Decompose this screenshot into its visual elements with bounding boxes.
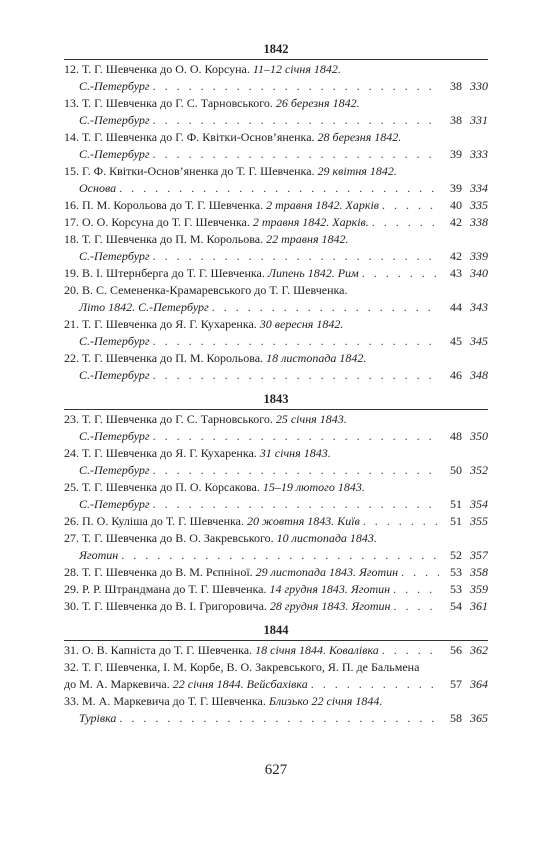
entry-date-place: С.-Петербург (79, 463, 150, 477)
entry-text (64, 265, 359, 282)
dot-leader (401, 564, 439, 581)
toc-entry[interactable] (64, 214, 488, 231)
entry-title: 12. Т. Г. Шевченка до О. О. Корсуна. (64, 62, 253, 76)
comment-page-ref: 345 (470, 334, 488, 348)
comment-page-ref: 354 (470, 497, 488, 511)
toc-entry[interactable] (64, 265, 488, 282)
page-ref: 57 (450, 677, 462, 691)
entry-text (64, 95, 360, 112)
page-ref: 51 (450, 497, 462, 511)
entry-text (79, 333, 150, 350)
toc-entry-line (64, 530, 488, 547)
toc-entry-line (64, 411, 488, 428)
entry-text (64, 581, 390, 598)
toc-entry[interactable] (64, 95, 488, 129)
entry-title: 26. П. О. Куліша до Т. Г. Шевченка. (64, 514, 248, 528)
toc-entry[interactable] (64, 231, 488, 265)
toc-entry-line (64, 163, 488, 180)
entry-date-place: Літо 1842. С.-Петербург (79, 300, 209, 314)
page-ref: 45 (450, 334, 462, 348)
page-ref: 58 (450, 711, 462, 725)
toc-entry[interactable] (64, 693, 488, 727)
toc-entry-line (64, 659, 488, 676)
toc-entry[interactable] (64, 197, 488, 214)
page-ref: 43 (450, 266, 462, 280)
toc-entry-line (64, 112, 488, 129)
entry-text (64, 530, 377, 547)
entry-text (64, 598, 391, 615)
toc-entry[interactable] (64, 445, 488, 479)
comment-page-ref: 364 (470, 677, 488, 691)
entry-date-place: С.-Петербург (79, 79, 150, 93)
entry-text (64, 129, 401, 146)
entry-text (79, 180, 116, 197)
toc-entry-line (64, 61, 488, 78)
comment-page-ref: 352 (470, 463, 488, 477)
dot-leader (153, 462, 439, 479)
toc-entry[interactable] (64, 163, 488, 197)
entry-date-place: С.-Петербург (79, 368, 150, 382)
page-ref: 39 (450, 181, 462, 195)
toc-entry-line (64, 445, 488, 462)
page-ref: 39 (450, 147, 462, 161)
page-ref: 46 (450, 368, 462, 382)
entry-date-place: 20 жовтня 1843. Київ (247, 514, 360, 528)
toc-entry-line (64, 129, 488, 146)
year-heading: 1843 (263, 392, 289, 406)
entry-date-place: 15–19 лютого 1843. (262, 480, 365, 494)
entry-text (64, 642, 379, 659)
toc-entry[interactable] (64, 61, 488, 95)
entry-date-place: С.-Петербург (79, 497, 150, 511)
comment-page-ref: 348 (470, 368, 488, 382)
year-section (64, 390, 488, 615)
comment-page-ref: 361 (470, 599, 488, 613)
entry-date-place: 25 січня 1843. (275, 412, 347, 426)
entry-date-place: 31 січня 1843. (259, 446, 331, 460)
entry-text (64, 214, 369, 231)
page-ref: 56 (450, 643, 462, 657)
entry-text (79, 547, 118, 564)
dot-leader (153, 367, 439, 384)
toc-entry[interactable] (64, 282, 488, 316)
entry-date-place: 22 травня 1842. (266, 232, 349, 246)
comment-page-ref: 365 (470, 711, 488, 725)
entry-title: 17. О. О. Корсуна до Т. Г. Шевченка. (64, 215, 253, 229)
comment-page-ref: 338 (470, 215, 488, 229)
entry-text (79, 462, 150, 479)
entry-date-place: 10 листопада 1843. (276, 531, 377, 545)
toc-entry[interactable] (64, 659, 488, 693)
divider (64, 59, 488, 60)
toc-entry[interactable] (64, 581, 488, 598)
toc-entry[interactable] (64, 411, 488, 445)
toc-entry-line (64, 146, 488, 163)
page-ref: 42 (450, 215, 462, 229)
entry-date-place: Близько 22 січня 1844. (268, 694, 383, 708)
entry-title: 18. Т. Г. Шевченка до П. М. Корольова. (64, 232, 267, 246)
entry-text (64, 659, 419, 676)
comment-page-ref: 331 (470, 113, 488, 127)
toc-entry[interactable] (64, 642, 488, 659)
entry-text (64, 513, 360, 530)
entry-date-place: Яготин (79, 548, 119, 562)
toc-entry-line (64, 496, 488, 513)
entry-text (79, 299, 209, 316)
page-ref: 50 (450, 463, 462, 477)
toc-entry-line (64, 428, 488, 445)
page-ref: 52 (450, 548, 462, 562)
page-ref: 42 (450, 249, 462, 263)
entry-text (79, 112, 150, 129)
toc-entry-line (64, 598, 488, 615)
toc-entry[interactable] (64, 350, 488, 384)
entry-date-place: 29 листопада 1843. Яготин (255, 565, 399, 579)
entry-date-place: 28 березня 1842. (317, 130, 402, 144)
page-ref: 44 (450, 300, 462, 314)
dot-leader (153, 112, 439, 129)
comment-page-ref: 343 (470, 300, 488, 314)
entry-date-place: С.-Петербург (79, 249, 150, 263)
toc-entry-line (64, 564, 488, 581)
entry-date-place: 14 грудня 1843. Яготин (269, 582, 391, 596)
entry-date-place: Основа (79, 181, 117, 195)
entry-title: 32. Т. Г. Шевченка, І. М. Корбе, В. О. Закревського, Я. П. де Бальмена (64, 660, 420, 674)
year-heading: 1842 (263, 42, 289, 56)
toc-entry[interactable] (64, 479, 488, 513)
entry-text (64, 350, 366, 367)
page-number: 627 (264, 762, 288, 778)
toc-entry[interactable] (64, 316, 488, 350)
toc-entry-line (64, 333, 488, 350)
entry-text (79, 367, 150, 384)
entry-text (79, 78, 150, 95)
dot-leader (362, 265, 439, 282)
entry-date-place: 29 квітня 1842. (317, 164, 397, 178)
entry-title: 20. В. С. Семененка-Крамаревського до Т. Г. Шевченка. (64, 283, 348, 297)
entry-title: 21. Т. Г. Шевченка до Я. Г. Кухаренка. (64, 317, 260, 331)
comment-page-ref: 334 (470, 181, 488, 195)
page-ref: 53 (450, 565, 462, 579)
entry-title: 29. Р. Р. Штрандмана до Т. Г. Шевченка. (64, 582, 270, 596)
entry-text (64, 231, 349, 248)
comment-page-ref: 355 (470, 514, 488, 528)
toc-entry-line (64, 197, 488, 214)
entry-date-place: 22 січня 1844. Вейсбахівка (172, 677, 308, 691)
dot-leader (382, 197, 439, 214)
toc-entry-line (64, 350, 488, 367)
entry-text (64, 676, 308, 693)
toc-entry-line (64, 693, 488, 710)
entry-date-place: 18 січня 1844. Ковалівка (255, 643, 379, 657)
toc-entry-line (64, 513, 488, 530)
dot-leader (119, 180, 439, 197)
entry-text (64, 564, 398, 581)
toc-entry[interactable] (64, 564, 488, 581)
toc-entry-line (64, 282, 488, 299)
comment-page-ref: 335 (470, 198, 488, 212)
toc-entry-line (64, 710, 488, 727)
entry-date-place: Липень 1842. Рим (267, 266, 359, 280)
dot-leader (153, 78, 439, 95)
entry-text (64, 163, 397, 180)
page-ref: 53 (450, 582, 462, 596)
entry-text (64, 411, 347, 428)
toc-entry-line (64, 180, 488, 197)
toc-entry-line (64, 642, 488, 659)
dot-leader (153, 248, 439, 265)
entry-date-place: 26 березня 1842. (275, 96, 360, 110)
comment-page-ref: 359 (470, 582, 488, 596)
toc-entry-line (64, 231, 488, 248)
dot-leader (382, 642, 439, 659)
entry-text (64, 479, 365, 496)
page-ref: 38 (450, 113, 462, 127)
toc-entry-line (64, 248, 488, 265)
toc-entry-line (64, 479, 488, 496)
entry-text (79, 248, 150, 265)
entry-date-place: 11–12 січня 1842. (252, 62, 341, 76)
toc-entry[interactable] (64, 598, 488, 615)
entry-date-place: 2 травня 1842. Харків (266, 198, 380, 212)
dot-leader (363, 513, 439, 530)
dot-leader (311, 676, 439, 693)
entry-title: 28. Т. Г. Шевченка до В. М. Рєпніної. (64, 565, 256, 579)
entry-title: 24. Т. Г. Шевченка до Я. Г. Кухаренка. (64, 446, 260, 460)
comment-page-ref: 358 (470, 565, 488, 579)
entry-date-place: 2 травня 1842. Харків. (252, 215, 369, 229)
entry-date-place: С.-Петербург (79, 113, 150, 127)
entry-title: 23. Т. Г. Шевченка до Г. С. Тарновського. (64, 412, 276, 426)
comment-page-ref: 333 (470, 147, 488, 161)
entry-title: до М. А. Маркевича. (64, 677, 173, 691)
entry-title: 19. В. І. Штернберга до Т. Г. Шевченка. (64, 266, 268, 280)
comment-page-ref: 340 (470, 266, 488, 280)
page-ref: 48 (450, 429, 462, 443)
toc-entry[interactable] (64, 530, 488, 564)
entry-title: 25. Т. Г. Шевченка до П. О. Корсакова. (64, 480, 263, 494)
toc-entry-line (64, 676, 488, 693)
toc-entry[interactable] (64, 513, 488, 530)
toc-entry-line (64, 581, 488, 598)
comment-page-ref: 339 (470, 249, 488, 263)
dot-leader (153, 496, 439, 513)
toc-entry-line (64, 265, 488, 282)
entry-date-place: Турівка (79, 711, 117, 725)
dot-leader (119, 710, 439, 727)
entry-text (64, 282, 348, 299)
entry-title: 33. М. А. Маркевича до Т. Г. Шевченка. (64, 694, 269, 708)
entry-date-place: 30 вересня 1842. (259, 317, 344, 331)
entry-title: 15. Г. Ф. Квітки-Основ’яненка до Т. Г. Шевченка. (64, 164, 318, 178)
entry-text (64, 197, 379, 214)
comment-page-ref: 330 (470, 79, 488, 93)
entry-text (64, 693, 382, 710)
dot-leader (121, 547, 439, 564)
comment-page-ref: 357 (470, 548, 488, 562)
divider (64, 409, 488, 410)
toc-entry-line (64, 95, 488, 112)
dot-leader (153, 428, 439, 445)
toc-entry-line (64, 78, 488, 95)
entry-text (79, 496, 150, 513)
entry-text (64, 445, 331, 462)
year-section (64, 621, 488, 727)
page-ref: 54 (450, 599, 462, 613)
dot-leader (153, 333, 439, 350)
toc-entry-line (64, 316, 488, 333)
toc-entry-line (64, 547, 488, 564)
entry-title: 16. П. М. Корольова до Т. Г. Шевченка. (64, 198, 267, 212)
year-section (64, 40, 488, 384)
entry-text (79, 146, 150, 163)
entry-date-place: С.-Петербург (79, 334, 150, 348)
toc-entry-line (64, 462, 488, 479)
comment-page-ref: 350 (470, 429, 488, 443)
dot-leader (372, 214, 439, 231)
toc-entry-line (64, 299, 488, 316)
entry-text (79, 710, 116, 727)
entry-text (79, 428, 150, 445)
page-ref: 51 (450, 514, 462, 528)
year-heading: 1844 (263, 623, 289, 637)
entry-title: 27. Т. Г. Шевченка до В. О. Закревського. (64, 531, 277, 545)
entry-text (64, 61, 341, 78)
entry-date-place: С.-Петербург (79, 429, 150, 443)
page-ref: 38 (450, 79, 462, 93)
table-of-contents (64, 38, 488, 727)
entry-title: 30. Т. Г. Шевченка до В. І. Григоровича. (64, 599, 270, 613)
dot-leader (393, 581, 439, 598)
page-ref: 40 (450, 198, 462, 212)
divider (64, 640, 488, 641)
entry-date-place: С.-Петербург (79, 147, 150, 161)
entry-title: 22. Т. Г. Шевченка до П. М. Корольова. (64, 351, 267, 365)
dot-leader (153, 146, 439, 163)
comment-page-ref: 362 (470, 643, 488, 657)
entry-date-place: 28 грудня 1843. Яготин (269, 599, 391, 613)
dot-leader (394, 598, 439, 615)
entry-date-place: 18 листопада 1842. (266, 351, 367, 365)
toc-entry-line (64, 214, 488, 231)
entry-text (64, 316, 343, 333)
entry-title: 31. О. В. Капніста до Т. Г. Шевченка. (64, 643, 256, 657)
toc-entry[interactable] (64, 129, 488, 163)
entry-title: 13. Т. Г. Шевченка до Г. С. Тарновського. (64, 96, 276, 110)
entry-title: 14. Т. Г. Шевченка до Г. Ф. Квітки-Основ’яненка. (64, 130, 318, 144)
toc-entry-line (64, 367, 488, 384)
dot-leader (212, 299, 439, 316)
